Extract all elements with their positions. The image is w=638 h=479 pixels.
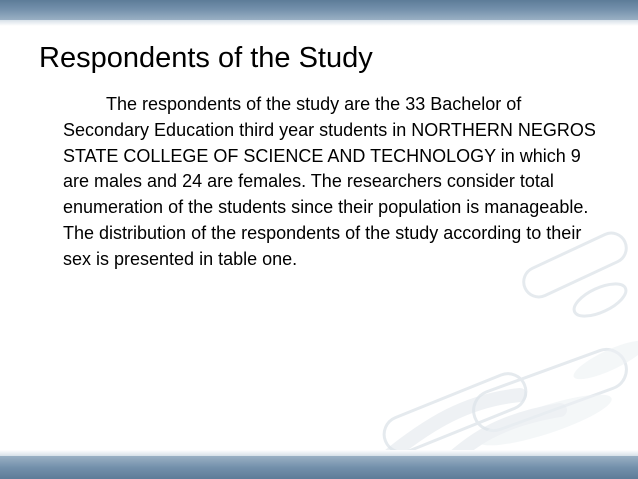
bottom-border-bar (0, 456, 638, 479)
top-border-highlight (0, 20, 638, 26)
top-border-bar (0, 0, 638, 20)
slide-body-paragraph: The respondents of the study are the 33 Bachelor of Secondary Education third year students in NORTHERN NEGROS STATE COLLEGE OF SCIENCE AND TECHNOLOGY in which 9 are males and 24 are females. The researchers consider total enumeration of the students since their population is manageable. The distribution of the respondents of the study according to their sex is presented in table one. (63, 94, 596, 269)
slide-title: Respondents of the Study (39, 42, 373, 74)
